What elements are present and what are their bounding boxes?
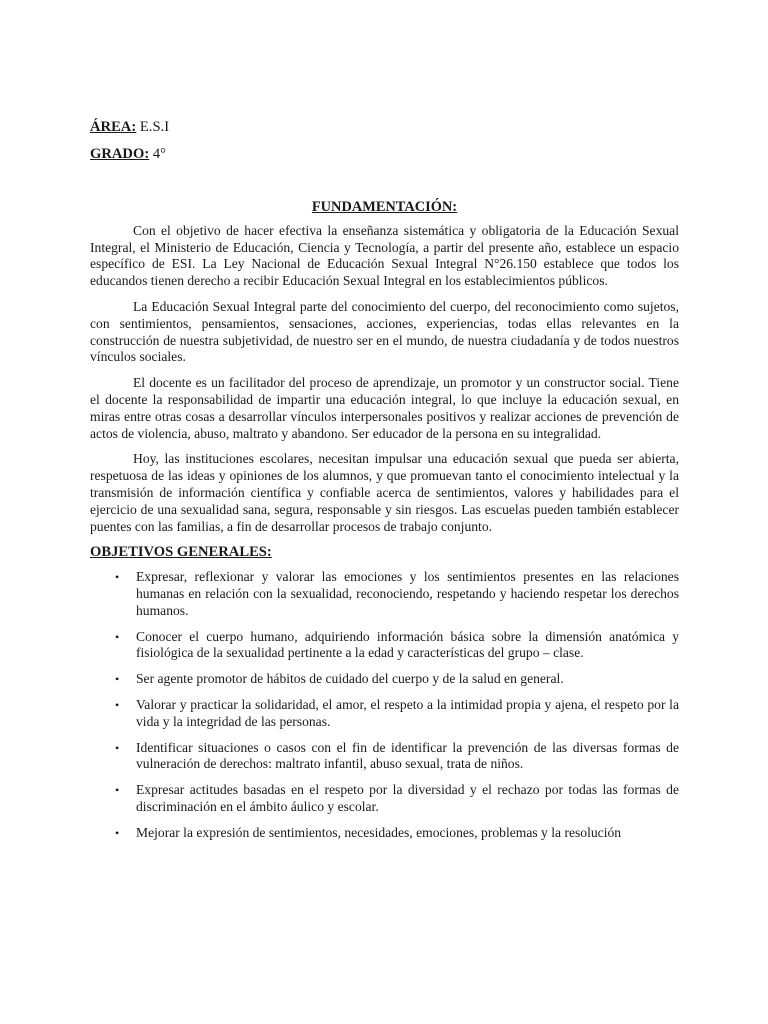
- bullet-icon: •: [115, 570, 120, 585]
- fundamentacion-paragraph: El docente es un facilitador del proceso de aprendizaje, un promotor y un constructor social. Tiene el docente la responsabilidad de impartir una educación integral, lo que incluye la educación sexual, en miras entre otras cosas a desarrollar vínculos interpersonales positivos y realizar acciones de prevención de actos de violencia, abuso, maltrato y abandono. Ser educador de la persona en su integralidad.: [90, 375, 679, 441]
- objetivos-title: OBJETIVOS GENERALES:: [90, 544, 272, 561]
- grado-line: [90, 145, 679, 163]
- objetivo-text: Expresar, reflexionar y valorar las emociones y los sentimientos presentes en las relaciones humanas en relación con la sexualidad, reconociendo, respetando y haciendo respetar los derechos humanos.: [136, 569, 679, 618]
- fundamentacion-paragraph: La Educación Sexual Integral parte del conocimiento del cuerpo, del reconocimiento como sujetos, con sentimientos, pensamientos, sensaciones, acciones, experiencias, todas ellas relevantes en la construcción de nuestra subjetividad, de nuestro ser en el mundo, de nuestra ciudadanía y de todos nuestros vínculos sociales.: [90, 298, 679, 365]
- objetivo-text: Identificar situaciones o casos con el fin de identificar la prevención de las diversas formas de vulneración de derechos: maltrato infantil, abuso sexual, trata de niños.: [136, 739, 679, 772]
- objetivo-text: Valorar y practicar la solidaridad, el amor, el respeto a la intimidad propia y ajena, el respeto por la vida y la integridad de las personas.: [136, 696, 679, 729]
- grado-label: GRADO:: [90, 146, 150, 162]
- bullet-icon: •: [115, 783, 120, 798]
- list-item: [90, 740, 679, 774]
- bullet-icon: •: [115, 825, 120, 840]
- list-item: [90, 671, 679, 688]
- area-label: ÁREA:: [90, 119, 137, 135]
- objetivos-list: [90, 569, 679, 841]
- list-item: [90, 697, 679, 731]
- grado-value: 4°: [152, 146, 166, 162]
- bullet-icon: •: [115, 672, 120, 687]
- fundamentacion-paragraph: Con el objetivo de hacer efectiva la enseñanza sistemática y obligatoria de la Educación Sexual Integral, el Ministerio de Educación, Ciencia y Tecnología, a partir del presente año, establece un espacio específico de ESI. La Ley Nacional de Educación Sexual Integral N°26.150 establece que todos los educandos tienen derecho a recibir Educación Sexual Integral en los establecimientos públicos.: [90, 222, 679, 289]
- bullet-icon: •: [115, 740, 120, 755]
- list-item: [90, 825, 679, 842]
- objetivo-text: Expresar actitudes basadas en el respeto por la diversidad y el rechazo por todas las formas de discriminación en el ámbito áulico y escolar.: [136, 782, 679, 814]
- document-page: [90, 118, 679, 851]
- fundamentacion-paragraph: Hoy, las instituciones escolares, necesitan impulsar una educación sexual que pueda ser abierta, respetuosa de las ideas y opiniones de los alumnos, y que promuevan tanto el conocimiento intelectual y la transmisión de información científica y confiable acerca de sentimientos, valores y habilidades para el ejercicio de una sexualidad sana, segura, responsable y sin riesgos. Las escuelas pueden también establecer puentes con las familias, a fin de desarrollar procesos de trabajo conjunto.: [90, 451, 679, 534]
- fundamentacion-title: FUNDAMENTACIÓN:: [311, 199, 458, 215]
- area-value: E.S.I: [139, 119, 170, 135]
- bullet-icon: •: [115, 697, 120, 712]
- objetivo-text: Mejorar la expresión de sentimientos, necesidades, emociones, problemas y la resolución: [136, 824, 622, 840]
- area-line: [90, 118, 679, 136]
- list-item: [90, 782, 679, 816]
- list-item: [90, 629, 679, 663]
- objetivo-text: Conocer el cuerpo humano, adquiriendo información básica sobre la dimensión anatómica y fisiológica de la sexualidad pertinente a la edad y características del grupo – clase.: [136, 628, 679, 661]
- bullet-icon: •: [115, 629, 120, 644]
- list-item: [90, 569, 679, 619]
- objetivo-text: Ser agente promotor de hábitos de cuidado del cuerpo y de la salud en general.: [136, 671, 564, 687]
